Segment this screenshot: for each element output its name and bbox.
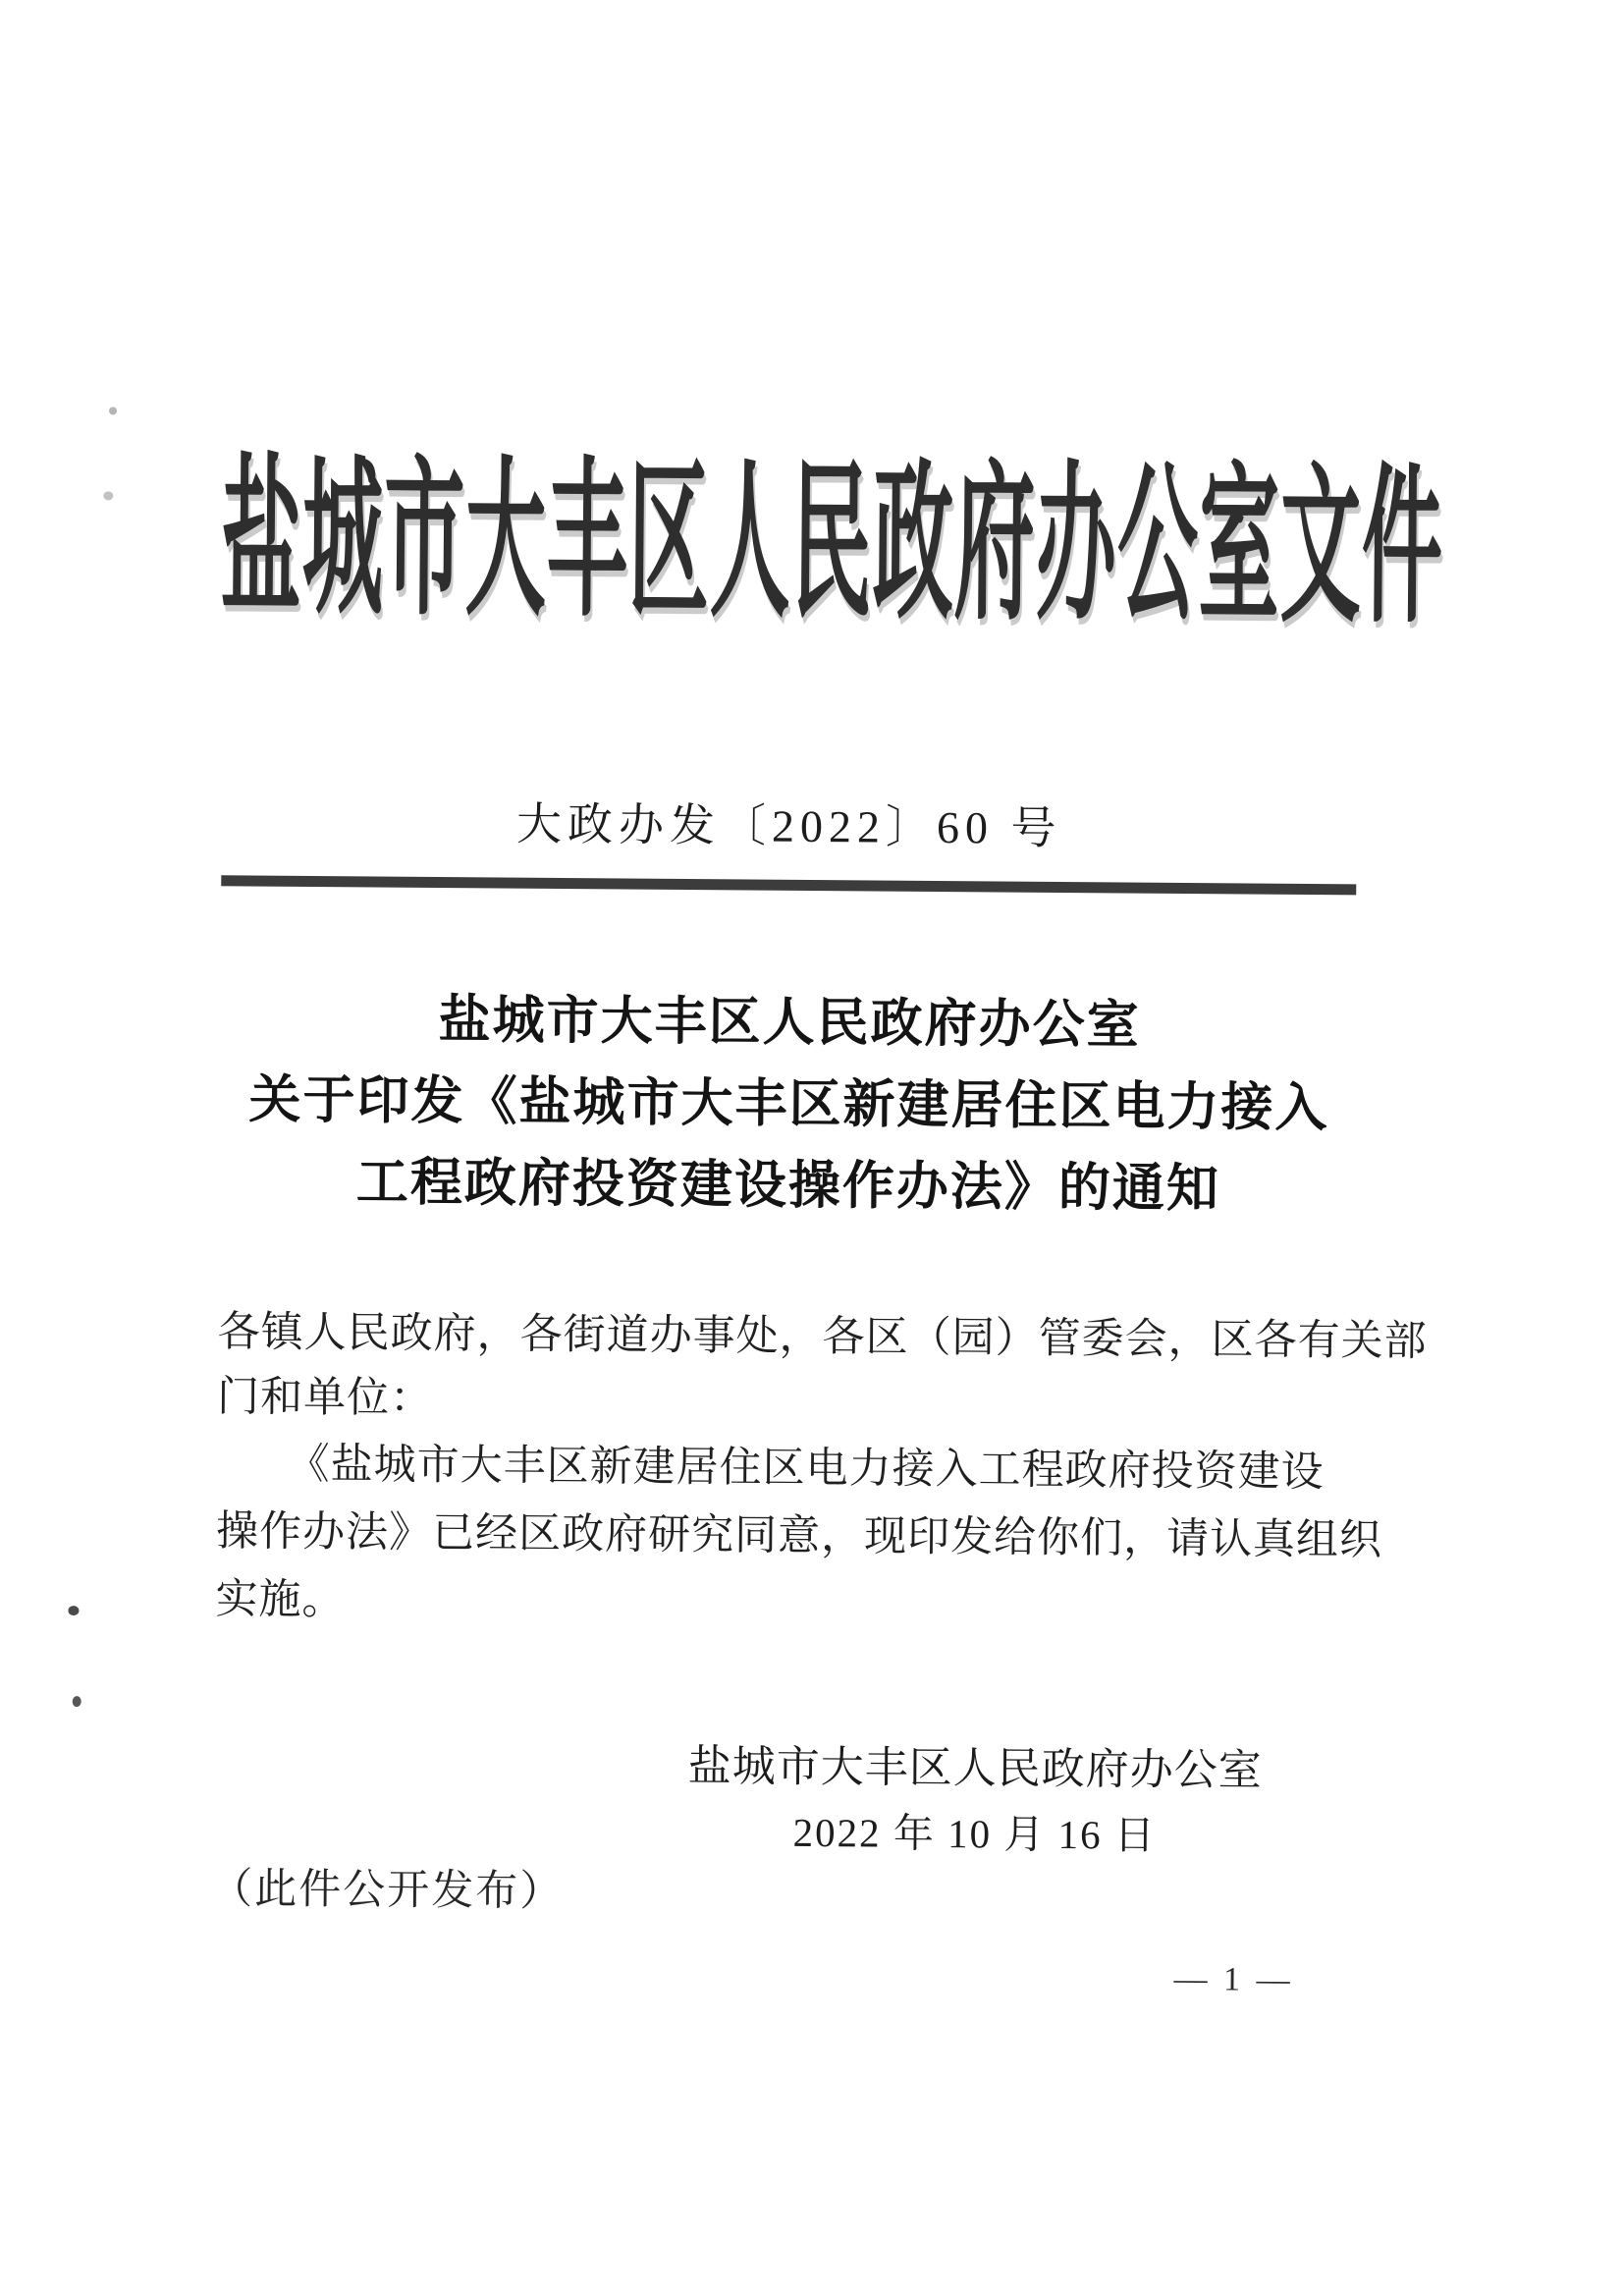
body-paragraph-line-3: 《盐城市大丰区新建居住区电力接入工程政府投资建设 (287, 1441, 1325, 1497)
body-paragraph-line-1: 各镇人民政府，各街道办事处，各区（园）管委会，区各有关部 (217, 1309, 1428, 1365)
document-number: 大政办发〔2022〕60 号 (515, 798, 1062, 853)
public-release-note: （此件公开发布） (210, 1866, 565, 1916)
body-paragraph-line-5: 实施。 (215, 1576, 346, 1624)
issuer-signature: 盐城市大丰区人民政府办公室 (687, 1742, 1263, 1795)
scan-speck (109, 407, 117, 414)
notice-title (180, 977, 1399, 1231)
scan-speck (68, 1606, 79, 1615)
page-number: — 1 — (1173, 1960, 1294, 1998)
notice-title-line-2: 关于印发《盐城市大丰区新建居住区电力接入 (248, 1069, 1329, 1139)
issue-date: 2022 年 10 月 16 日 (792, 1809, 1157, 1858)
scan-speck (103, 491, 113, 500)
scan-speck (73, 1696, 81, 1707)
body-paragraph-line-2: 门和单位： (216, 1374, 434, 1422)
header-banner-title: 盐城市大丰区人民政府办公室文件 (220, 444, 1444, 644)
body-paragraph-line-4: 操作办法》已经区政府研究同意，现印发给你们，请认真组织 (215, 1508, 1383, 1564)
header-separator-rule (221, 875, 1356, 895)
notice-title-line-1: 盐城市大丰区人民政府办公室 (438, 990, 1141, 1056)
notice-title-line-3: 工程政府投资建设操作办法》的通知 (355, 1152, 1221, 1220)
